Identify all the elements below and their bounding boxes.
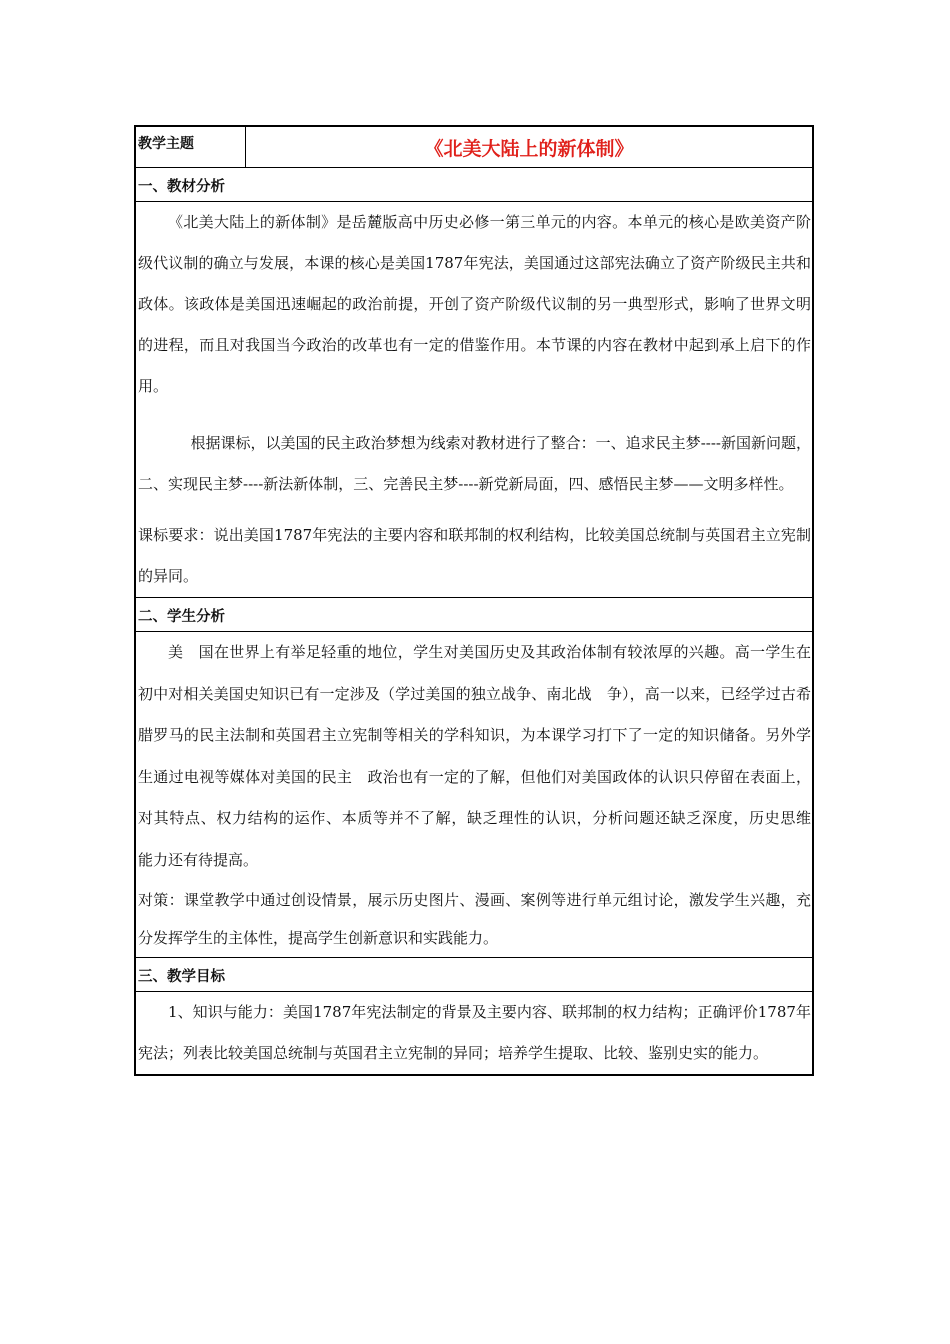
students-paragraph-2: 对策：课堂教学中通过创设情景，展示历史图片、漫画、案例等进行单元组讨论，激发学生兴趣，充分发挥学生的主体性，提高学生创新意识和实践能力。 bbox=[138, 891, 811, 947]
students-heading: 二、学生分析 bbox=[136, 597, 812, 631]
topic-label: 教学主题 bbox=[136, 127, 246, 167]
lesson-title: 《北美大陆上的新体制》 bbox=[424, 138, 634, 160]
goals-paragraph-1: 1、知识与能力：美国1787年宪法制定的背景及主要内容、联邦制的权力结构；正确评价1787年宪法；列表比较美国总统制与英国君主立宪制的异同；培养学生提取、比较、鉴别史实的能力。 bbox=[138, 1003, 811, 1062]
lesson-plan-table bbox=[134, 125, 827, 1076]
goals-heading: 三、教学目标 bbox=[136, 957, 812, 991]
students-paragraph-1: 美 国在世界上有举足轻重的地位，学生对美国历史及其政治体制有较浓厚的兴趣。高一学生在初中对相关美国史知识已有一定涉及（学过美国的独立战争、南北战 争），高一以来，已经学过古希腊罗马的民主法制和英国君主立宪制等相关的学科知识，为本课学习打下了一定的知识储备。另外学生通过电视等媒体对美国的民主 政治也有一定的了解，但他们对美国政体的认识只停留在表面上，对其特点、权力结构的运作、本质等并不了解，缺乏理性的认识，分析问题还缺乏深度，历史思维 能力还有待提高。 bbox=[138, 643, 827, 869]
goals-body bbox=[136, 991, 812, 1074]
analysis-paragraph-1: 《北美大陆上的新体制》是岳麓版高中历史必修一第三单元的内容。本单元的核心是欧美资产阶级代议制的确立与发展，本课的核心是美国1787年宪法，美国通过这部宪法确立了资产阶级民主共和政体。该政体是美国迅速崛起的政治前提，开创了资产阶级代议制的另一典型形式，影响了世界文明的进程，而且对我国当今政治的改革也有一定的借鉴作用。本节课的内容在教材中起到承上启下的作用。 bbox=[138, 213, 811, 395]
title-row bbox=[136, 127, 812, 167]
students-body bbox=[136, 631, 827, 957]
analysis-heading: 一、教材分析 bbox=[136, 167, 812, 201]
analysis-paragraph-2: 根据课标，以美国的民主政治梦想为线索对教材进行了整合：一、追求民主梦----新国新问题，二、实现民主梦----新法新体制，三、完善民主梦----新党新局面，四、感悟民主梦——文明多样性。 bbox=[138, 434, 811, 493]
analysis-body bbox=[136, 201, 812, 597]
analysis-paragraph-3: 课标要求：说出美国1787年宪法的主要内容和联邦制的权利结构，比较美国总统制与英国君主立宪制的异同。 bbox=[138, 526, 811, 585]
